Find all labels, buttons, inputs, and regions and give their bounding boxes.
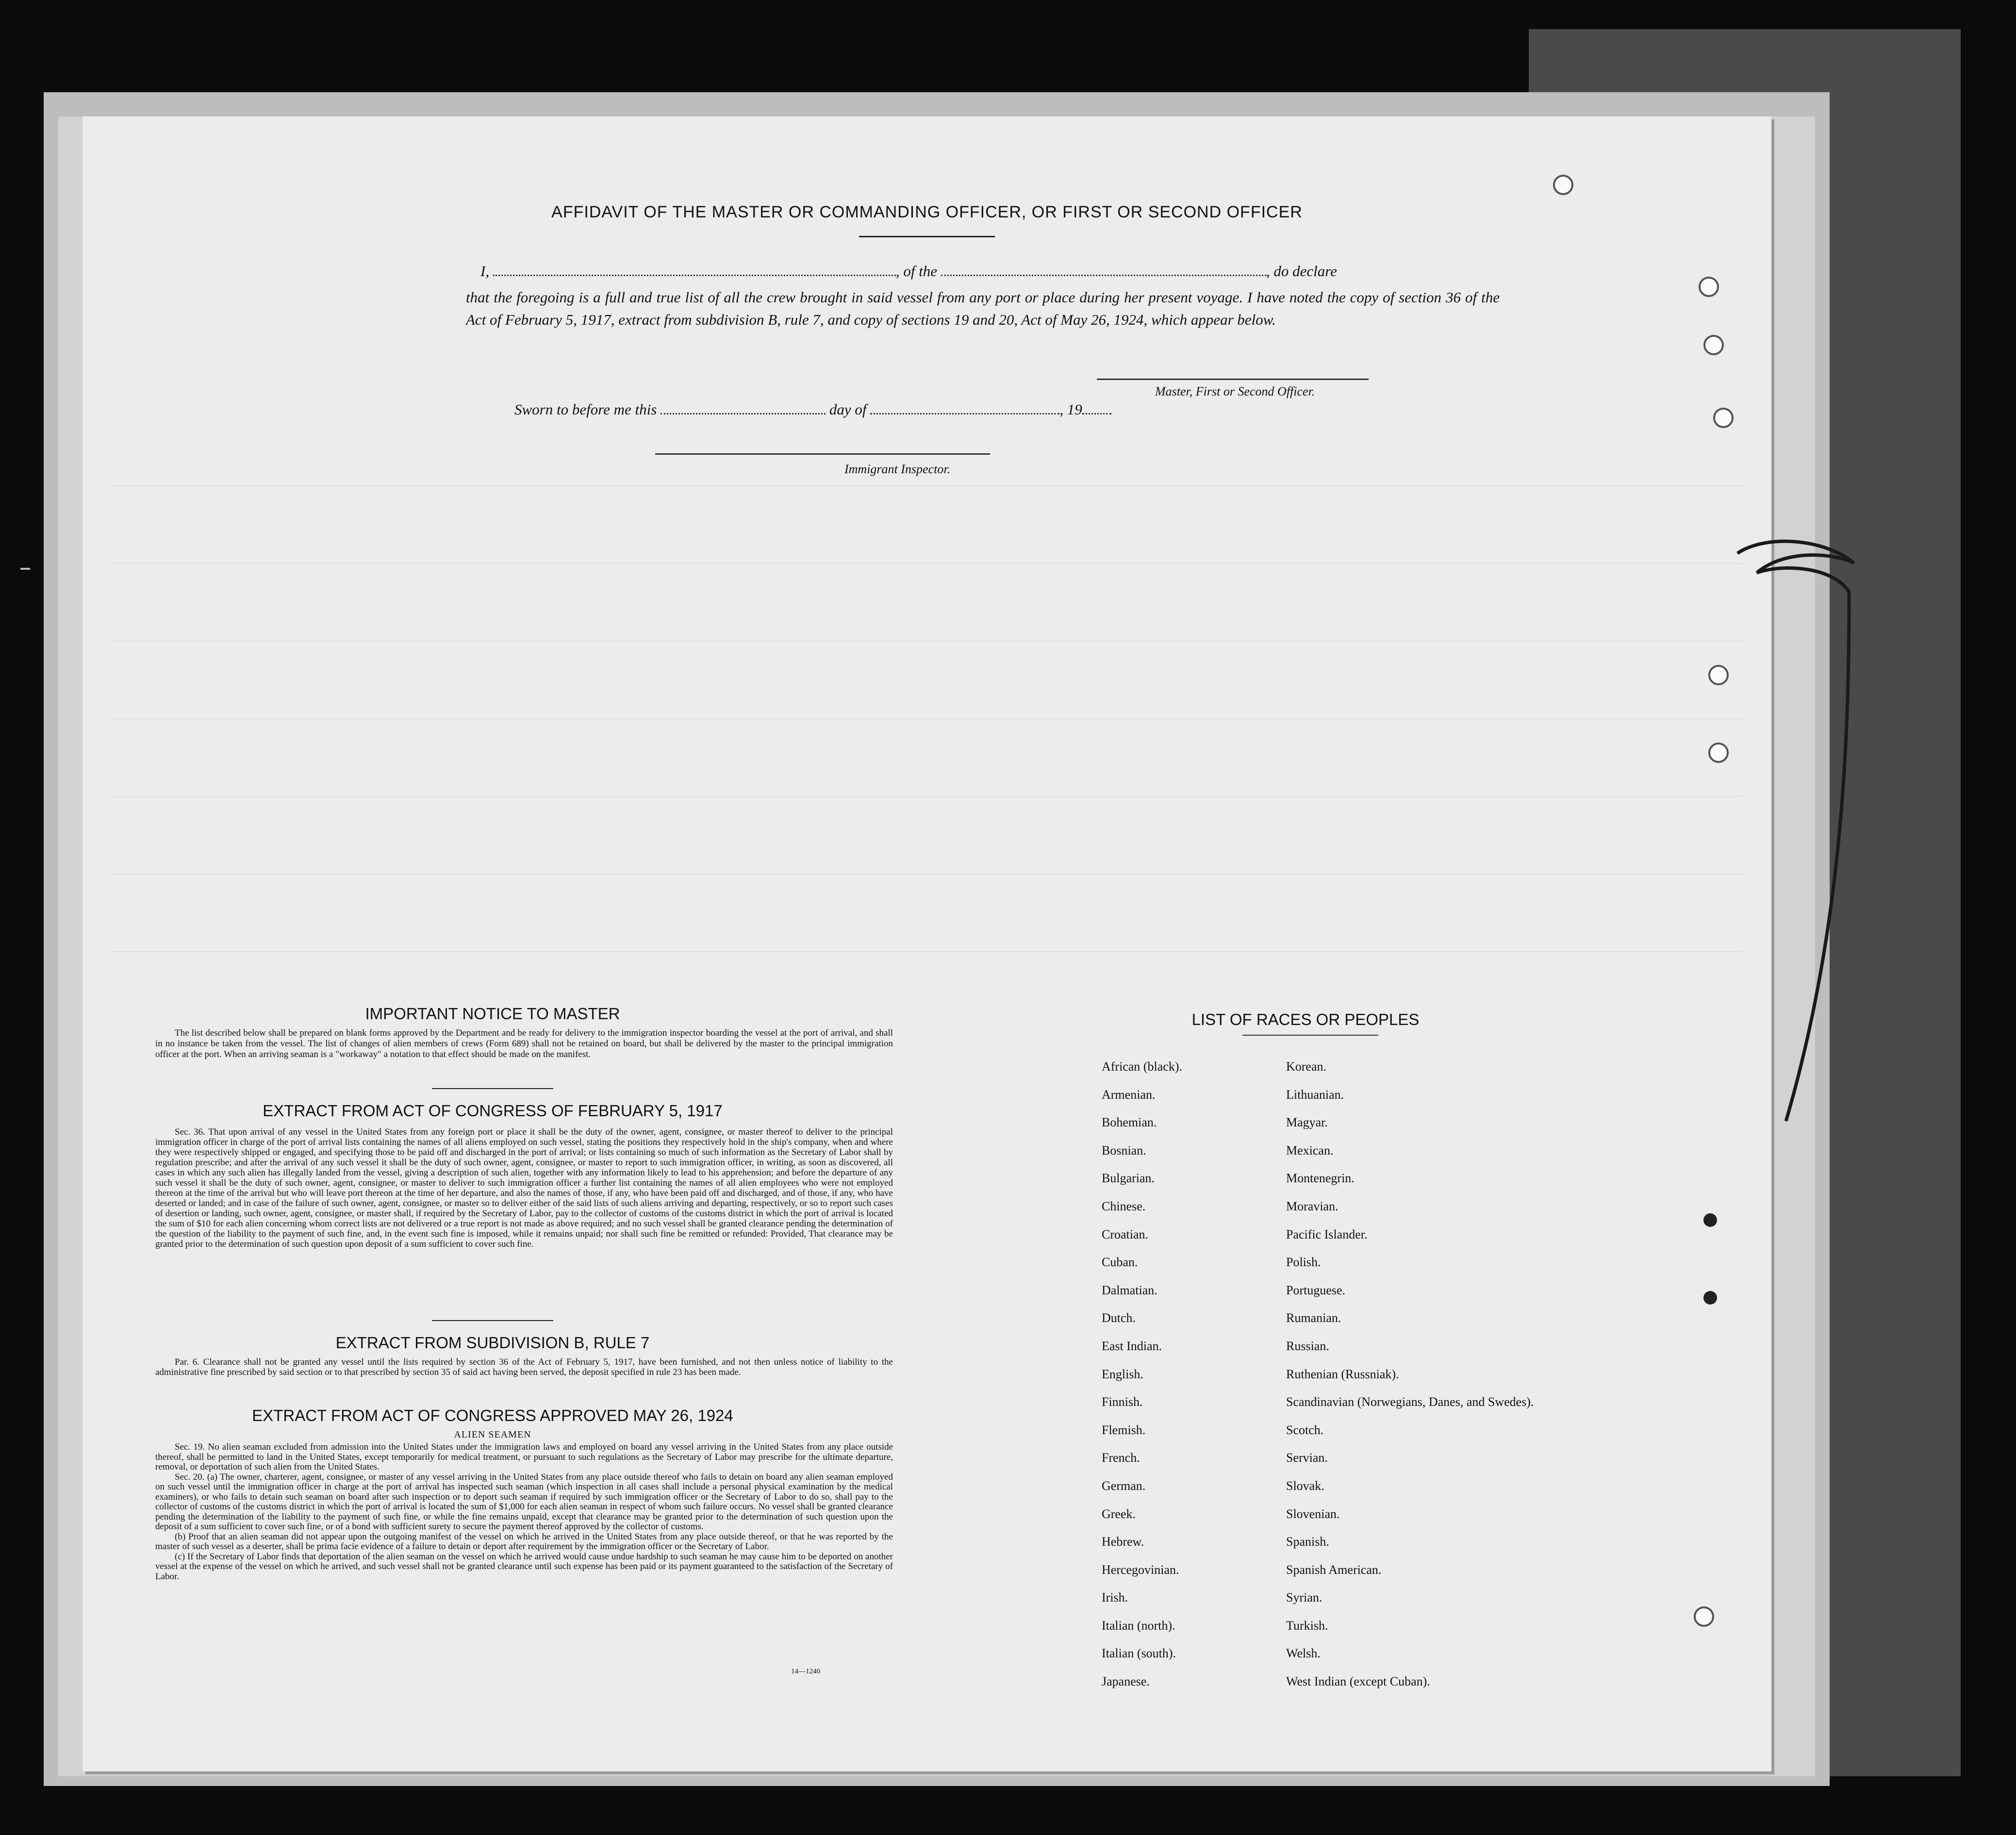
extract-1924-text — [155, 1442, 893, 1582]
vessel-blank[interactable] — [941, 262, 1266, 276]
affidavit-i: I, — [480, 263, 490, 280]
race-item: Rumanian. — [1286, 1311, 1341, 1325]
bleed-through-line — [112, 718, 1742, 719]
race-item: Mexican. — [1286, 1143, 1334, 1157]
pencil-scribble — [1728, 534, 1873, 1126]
punch-hole — [1708, 665, 1729, 685]
affidavit-title: AFFIDAVIT OF THE MASTER OR COMMANDING OFFICER, OR FIRST OR SECOND OFFICER — [551, 203, 1303, 221]
sworn-year: , 19 — [1059, 401, 1082, 418]
race-item: Spanish. — [1286, 1535, 1329, 1549]
races-column-b — [1286, 1060, 1534, 1703]
race-item: Dalmatian. — [1102, 1283, 1157, 1297]
race-item: Korean. — [1286, 1059, 1327, 1074]
race-item: Lithuanian. — [1286, 1087, 1344, 1102]
punch-hole — [1708, 743, 1729, 763]
section-19-paragraph: Sec. 19. No alien seaman excluded from admission into the United States under the immigration laws and employed on board any vessel arriving in the United States from any place outside thereof, shall be permitted to land in the United States, except temporarily for medical treatment, or pursuant to such regulations as the Secretary of Labor may prescribe for the ultimate departure, removal, or deportation of such alien from the United States. — [155, 1442, 893, 1472]
race-item: Slovenian. — [1286, 1506, 1340, 1521]
section-20b-paragraph: (b) Proof that an alien seaman did not appear upon the outgoing manifest of the vessel on which he arrived in the United States from any place outside thereof, or that he was reported by the master of such vessel as a deserter, shall be prima facie evidence of a failure to detain or deport after requirement by the immigration officer or the Secretary of Labor. — [155, 1531, 893, 1552]
bleed-through-line — [112, 951, 1742, 952]
races-rule — [1242, 1035, 1378, 1036]
punch-hole — [1703, 335, 1724, 355]
race-item: Flemish. — [1102, 1422, 1146, 1437]
race-item: Servian. — [1286, 1451, 1328, 1465]
extract-1917-text: Sec. 36. That upon arrival of any vessel in the United States from any foreign port or place it shall be the duty of the owner, agent, consignee, or master thereof to deliver to the principal immigration officer in charge of the port of arrival lists containing the names of all aliens employed on such vessel, stating the positions they respectively hold in the ship's company, when and where they were respectively shipped or engaged, and specifying those to be paid off and discharged in the port of arrival; or lists containing so much of such information as the Secretary of Labor shall by regulation prescribe; and after the arrival of any such vessel it shall be the duty of such owner, agent, consignee, or master to report to such immigration officer, in writing, as soon as discovered, all cases in which any such alien has illegally landed from the vessel, giving a description of such alien, together with any information likely to lead to his apprehension; and before the departure of any such vessel it shall be the duty of such owner, agent, consignee, or master to deliver to such immigration officer a further list containing the names of all alien employees who were not employed thereon at the time of the arrival but who will leave port thereon at the time of her departure, and also the names of those, if any, who have been paid off and discharged, and of those, if any, who have deserted or landed; and in case of the failure of such owner, agent, consignee, or master so to deliver either of the said lists of such aliens arriving and departing, respectively, or so to report such cases of desertion or landing, such owner, agent, consignee, or master shall, if required by the Secretary of Labor, pay to the collector of customs of the customs district in which the port of arrival is located the sum of $10 for each alien concerning whom correct lists are not delivered or a true report is not made as above required; and no such vessel shall be granted clearance pending the determination of the question of the liability to the payment of such fine, and, in the event such fine is imposed, while it remains unpaid; nor shall such fine be remitted or refunded: Provided, That clearance may be granted prior to the determination of such question upon deposit of a sum sufficient to cover such fine. — [155, 1127, 893, 1249]
race-item: Cuban. — [1102, 1255, 1138, 1270]
section-20c-paragraph: (c) If the Secretary of Labor finds that deportation of the alien seaman on the vessel on which he arrived would cause undue hardship to such seaman he may cause him to be deported on another vessel at the expense of the vessel on which he arrived, and such vessel shall not be granted clearance until such expense has been paid or its payment guaranteed to the satisfaction of the Secretary of Labor. — [155, 1551, 893, 1582]
race-item: Syrian. — [1286, 1590, 1322, 1605]
affidavit-declare: , do declare — [1266, 263, 1337, 280]
race-item: Polish. — [1286, 1255, 1321, 1270]
race-item: Welsh. — [1286, 1646, 1321, 1661]
section-20a-paragraph: Sec. 20. (a) The owner, charterer, agent, consignee, or master of any vessel arriving in the United States from any place outside thereof who fails to detain on board any alien seaman employed on such vessel until the immigration officer in charge at the port of arrival has inspected such seaman (which inspection in all cases shall include a personal physical examination by the medical examiners), or who fails to detain such seaman on board after such inspection or to deport such seaman if required by such immigration officer or the Secretary of Labor to do so, shall pay to the collector of customs of the customs district in which the port of arrival is located the sum of $1,000 for each alien seaman in respect of whom such failure occurs. No vessel shall be granted clearance pending the determination of the liability to the payment of such fine, or while the fine remains unpaid, except that clearance may be granted prior to the determination of such question upon the deposit of a sum sufficient to cover such fine, or of a bond with sufficient surety to secure the payment thereof approved by the collector of customs. — [155, 1471, 893, 1532]
race-item: Slovak. — [1286, 1478, 1324, 1493]
signature-label: Master, First or Second Officer. — [1155, 384, 1315, 398]
sworn-line — [514, 400, 1111, 418]
race-item: Japanese. — [1102, 1674, 1150, 1689]
bleed-through-line — [112, 485, 1742, 486]
race-item: Montenegrin. — [1286, 1171, 1355, 1186]
affidavit-declaration-line — [480, 262, 1337, 280]
notice-text: The list described below shall be prepared on blank forms approved by the Department and be ready for delivery to the immigration inspector boarding the vessel at the port of arrival, and shall in no instance be taken from the vessel. The list of changes of alien members of crews (Form 689) shall not be retained on board, but shall be delivered by the master to the principal immigration officer at the port. When an arriving seaman is a "workaway" a notation to that effect should be made on the manifest. — [155, 1028, 893, 1059]
race-item: Finnish. — [1102, 1395, 1143, 1409]
extract-1924-subheading: ALIEN SEAMEN — [454, 1429, 531, 1440]
race-item: West Indian (except Cuban). — [1286, 1674, 1430, 1689]
extract-1917-heading: EXTRACT FROM ACT OF CONGRESS OF FEBRUARY 5, 1917 — [263, 1102, 723, 1120]
punch-hole — [1699, 277, 1719, 297]
bleed-through-line — [112, 563, 1742, 564]
margin-mark — [20, 568, 30, 570]
notice-heading: IMPORTANT NOTICE TO MASTER — [365, 1005, 620, 1023]
sworn-day-of: day of — [829, 401, 867, 418]
race-item: Russian. — [1286, 1339, 1329, 1353]
race-item: African (black). — [1102, 1059, 1183, 1074]
race-item: Scotch. — [1286, 1422, 1324, 1437]
race-item: Spanish American. — [1286, 1562, 1382, 1577]
document-page — [83, 116, 1771, 1771]
section-rule — [432, 1320, 553, 1321]
sworn-year-blank[interactable] — [1082, 400, 1111, 414]
race-item: Hebrew. — [1102, 1535, 1144, 1549]
inspector-label: Immigrant Inspector. — [844, 462, 951, 476]
extract-1924-heading: EXTRACT FROM ACT OF CONGRESS APPROVED MAY 26, 1924 — [252, 1406, 733, 1424]
section-rule — [432, 1088, 553, 1089]
races-heading: LIST OF RACES OR PEOPLES — [1191, 1010, 1420, 1028]
race-item: Scandinavian (Norwegians, Danes, and Swedes). — [1286, 1395, 1534, 1409]
race-item: Dutch. — [1102, 1311, 1136, 1325]
sworn-prefix: Sworn to before me this — [514, 401, 657, 418]
race-item: Armenian. — [1102, 1087, 1156, 1102]
race-item: Greek. — [1102, 1506, 1136, 1521]
race-item: Turkish. — [1286, 1618, 1328, 1633]
inspector-signature-line[interactable] — [655, 453, 990, 455]
punch-hole — [1553, 175, 1573, 195]
bleed-through-line — [112, 874, 1742, 875]
races-column-a — [1102, 1060, 1182, 1703]
affidavit-body: that the foregoing is a full and true list of all the crew brought in said vessel from any port or place during her present voyage. I have noted the copy of section 36 of the Act of February 5, 1917, extract from subdivision B, rule 7, and copy of sections 19 and 20, Act of May 26, 1924, which appear below. — [466, 289, 1500, 328]
race-item: German. — [1102, 1478, 1146, 1493]
race-item: Hercegovinian. — [1102, 1562, 1179, 1577]
race-item: Croatian. — [1102, 1227, 1149, 1241]
extract-rule7-heading: EXTRACT FROM SUBDIVISION B, RULE 7 — [335, 1334, 650, 1352]
sworn-month-blank[interactable] — [870, 400, 1059, 414]
race-item: Moravian. — [1286, 1199, 1338, 1213]
race-item: Irish. — [1102, 1590, 1128, 1605]
affidavit-of-the: , of the — [895, 263, 938, 280]
signature-line[interactable] — [1097, 379, 1369, 380]
bleed-through-line — [112, 641, 1742, 642]
race-item: French. — [1102, 1451, 1140, 1465]
ink-blot — [1703, 1213, 1717, 1227]
race-item: Bulgarian. — [1102, 1171, 1155, 1186]
ink-blot — [1703, 1291, 1717, 1305]
race-item: Bohemian. — [1102, 1115, 1157, 1130]
name-blank[interactable] — [493, 262, 896, 276]
race-item: English. — [1102, 1367, 1143, 1381]
race-item: Italian (south). — [1102, 1646, 1176, 1661]
extract-rule7-text: Par. 6. Clearance shall not be granted any vessel until the lists required by section 36 of the Act of February 5, 1917, have been furnished, and not then unless notice of liability to the administrative fine prescribed by said section or to that prescribed by section 35 of said act having been served, the deposit specified in rule 23 has been made. — [155, 1357, 893, 1377]
race-item: Magyar. — [1286, 1115, 1328, 1130]
race-item: East Indian. — [1102, 1339, 1162, 1353]
form-number: 14—1240 — [791, 1668, 820, 1675]
race-item: Ruthenian (Russniak). — [1286, 1367, 1399, 1381]
sworn-date-blank[interactable] — [661, 400, 826, 414]
title-rule — [859, 236, 995, 237]
punch-hole — [1694, 1606, 1714, 1627]
bleed-through-line — [112, 796, 1742, 797]
race-item: Portuguese. — [1286, 1283, 1346, 1297]
race-item: Italian (north). — [1102, 1618, 1175, 1633]
race-item: Chinese. — [1102, 1199, 1146, 1213]
race-item: Bosnian. — [1102, 1143, 1146, 1157]
race-item: Pacific Islander. — [1286, 1227, 1368, 1241]
punch-hole — [1713, 408, 1734, 428]
